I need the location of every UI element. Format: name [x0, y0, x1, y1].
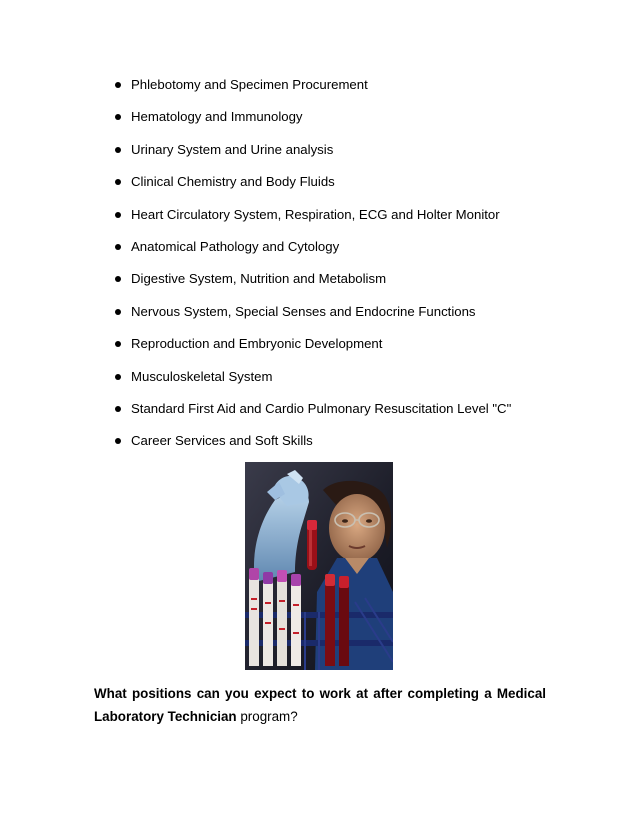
- bullet-icon: [115, 244, 121, 250]
- list-item-text: Urinary System and Urine analysis: [131, 141, 334, 157]
- bullet-icon: [115, 309, 121, 315]
- list-item-text: Phlebotomy and Specimen Procurement: [131, 77, 368, 92]
- list-item: [112, 106, 511, 138]
- list-item-text: Standard First Aid and Cardio Pulmonary Resuscitation Level "C": [131, 400, 512, 416]
- list-item-text: Anatomical Pathology and Cytology: [131, 238, 340, 254]
- list-item: [112, 204, 511, 236]
- list-item: [112, 236, 511, 268]
- bullet-icon: [115, 147, 121, 153]
- list-item: [112, 171, 511, 203]
- list-item-text: Musculoskeletal System: [131, 368, 273, 384]
- question-regular-text: program?: [236, 709, 298, 724]
- bullet-icon: [115, 438, 121, 444]
- question-paragraph: [94, 682, 546, 728]
- bullet-icon: [115, 179, 121, 185]
- bullet-icon: [115, 212, 121, 218]
- bullet-icon: [115, 406, 121, 412]
- list-item-text: Career Services and Soft Skills: [131, 433, 313, 449]
- list-item: [112, 268, 511, 300]
- bullet-icon: [115, 276, 121, 282]
- bullet-icon: [115, 82, 121, 88]
- bullet-icon: [115, 341, 121, 347]
- list-item-text: Hematology and Immunology: [131, 109, 303, 125]
- list-item-text: Digestive System, Nutrition and Metabolism: [131, 271, 387, 287]
- list-item: [112, 301, 511, 333]
- list-item-text: Nervous System, Special Senses and Endocrine Functions: [131, 303, 476, 319]
- list-item: [112, 74, 511, 106]
- list-item: [112, 333, 511, 365]
- list-item: [112, 430, 511, 462]
- lab-technician-photo: [245, 462, 393, 670]
- question-bold-text: What positions can you expect to work at after completing a Medical Laboratory Technician: [94, 686, 546, 724]
- course-topics-list: [112, 74, 511, 463]
- list-item: [112, 398, 511, 430]
- bullet-icon: [115, 114, 121, 120]
- list-item-text: Clinical Chemistry and Body Fluids: [131, 174, 335, 190]
- lab-technician-illustration: [245, 462, 393, 670]
- list-item: [112, 139, 511, 171]
- list-item-text: Heart Circulatory System, Respiration, ECG and Holter Monitor: [131, 206, 500, 222]
- list-item: [112, 366, 511, 398]
- bullet-icon: [115, 374, 121, 380]
- list-item-text: Reproduction and Embryonic Development: [131, 336, 383, 352]
